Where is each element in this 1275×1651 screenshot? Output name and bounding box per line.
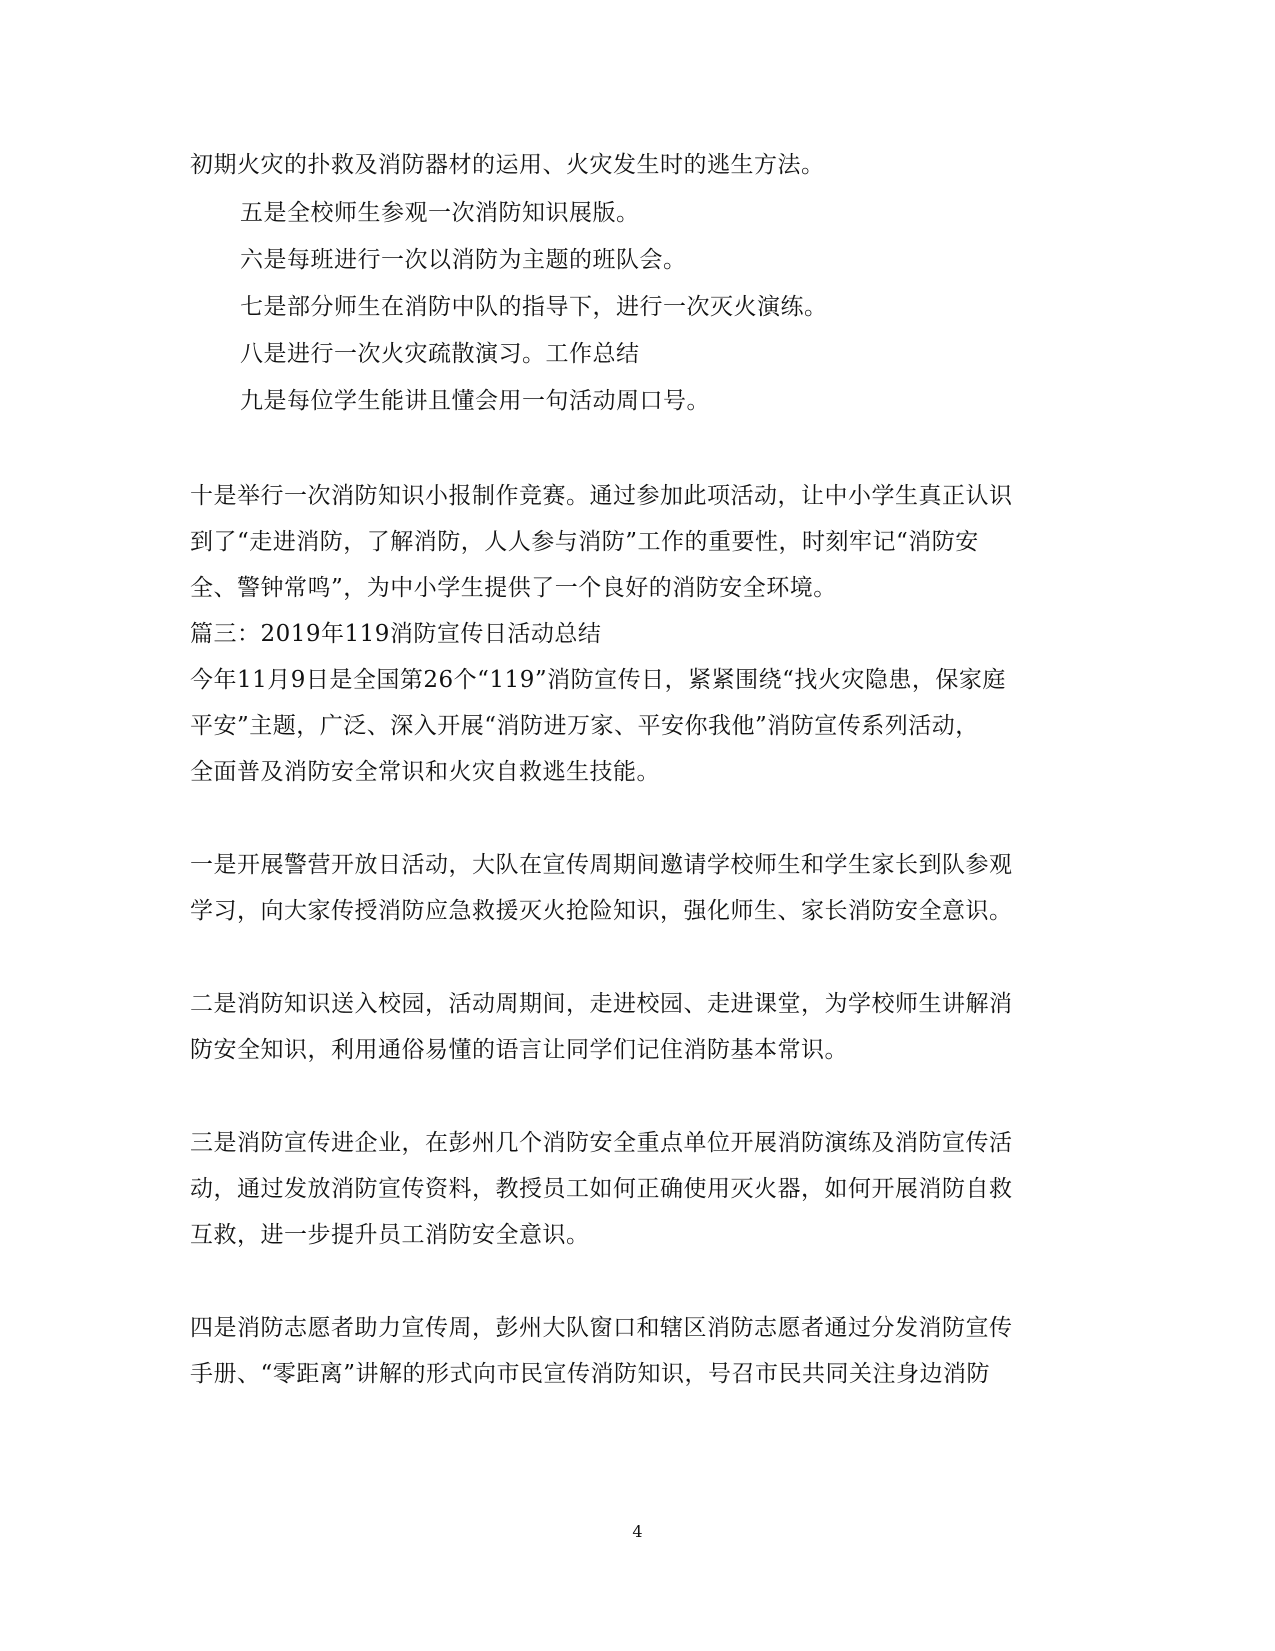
text-line: 九是每位学生能讲且懂会用一句活动周口号。 [240,388,710,414]
text-line: 学习，向大家传授消防应急救援灭火抢险知识，强化师生、家长消防安全意识。 [190,898,1013,924]
text-line: 三是消防宣传进企业，在彭州几个消防安全重点单位开展消防演练及消防宣传活 [190,1130,1013,1156]
text-line: 四是消防志愿者助力宣传周，彭州大队窗口和辖区消防志愿者通过分发消防宣传 [190,1315,1013,1341]
text-line: 八是进行一次火灾疏散演习。工作总结 [240,341,640,367]
text-line: 初期火灾的扑救及消防器材的运用、火灾发生时的逃生方法。 [190,152,825,178]
text-line: 七是部分师生在消防中队的指导下，进行一次灭火演练。 [240,294,828,320]
text-line: 互救，进一步提升员工消防安全意识。 [190,1222,590,1248]
text-line: 今年11月9日是全国第26个“119”消防宣传日，紧紧围绕“找火灾隐患，保家庭 [190,667,1006,693]
text-line: 手册、“零距离”讲解的形式向市民宣传消防知识，号召市民共同关注身边消防 [190,1361,991,1387]
text-line: 十是举行一次消防知识小报制作竞赛。通过参加此项活动，让中小学生真正认识 [190,483,1013,509]
page-number: 4 [632,1522,643,1541]
text-line: 到了“走进消防，了解消防，人人参与消防”工作的重要性，时刻牢记“消防安 [190,529,979,555]
text-line: 全面普及消防安全常识和火灾自救逃生技能。 [190,759,660,785]
text-line: 二是消防知识送入校园，活动周期间，走进校园、走进课堂，为学校师生讲解消 [190,991,1013,1017]
text-line: 六是每班进行一次以消防为主题的班队会。 [240,247,687,273]
text-line: 全、警钟常鸣”，为中小学生提供了一个良好的消防安全环境。 [190,575,837,601]
text-line: 五是全校师生参观一次消防知识展版。 [240,200,640,226]
text-line: 平安”主题，广泛、深入开展“消防进万家、平安你我他”消防宣传系列活动， [190,713,979,739]
text-line: 防安全知识，利用通俗易懂的语言让同学们记住消防基本常识。 [190,1037,848,1063]
section-heading: 篇三：2019年119消防宣传日活动总结 [190,621,602,647]
text-line: 一是开展警营开放日活动，大队在宣传周期间邀请学校师生和学生家长到队参观 [190,852,1013,878]
text-line: 动，通过发放消防宣传资料，教授员工如何正确使用灭火器，如何开展消防自救 [190,1176,1013,1202]
